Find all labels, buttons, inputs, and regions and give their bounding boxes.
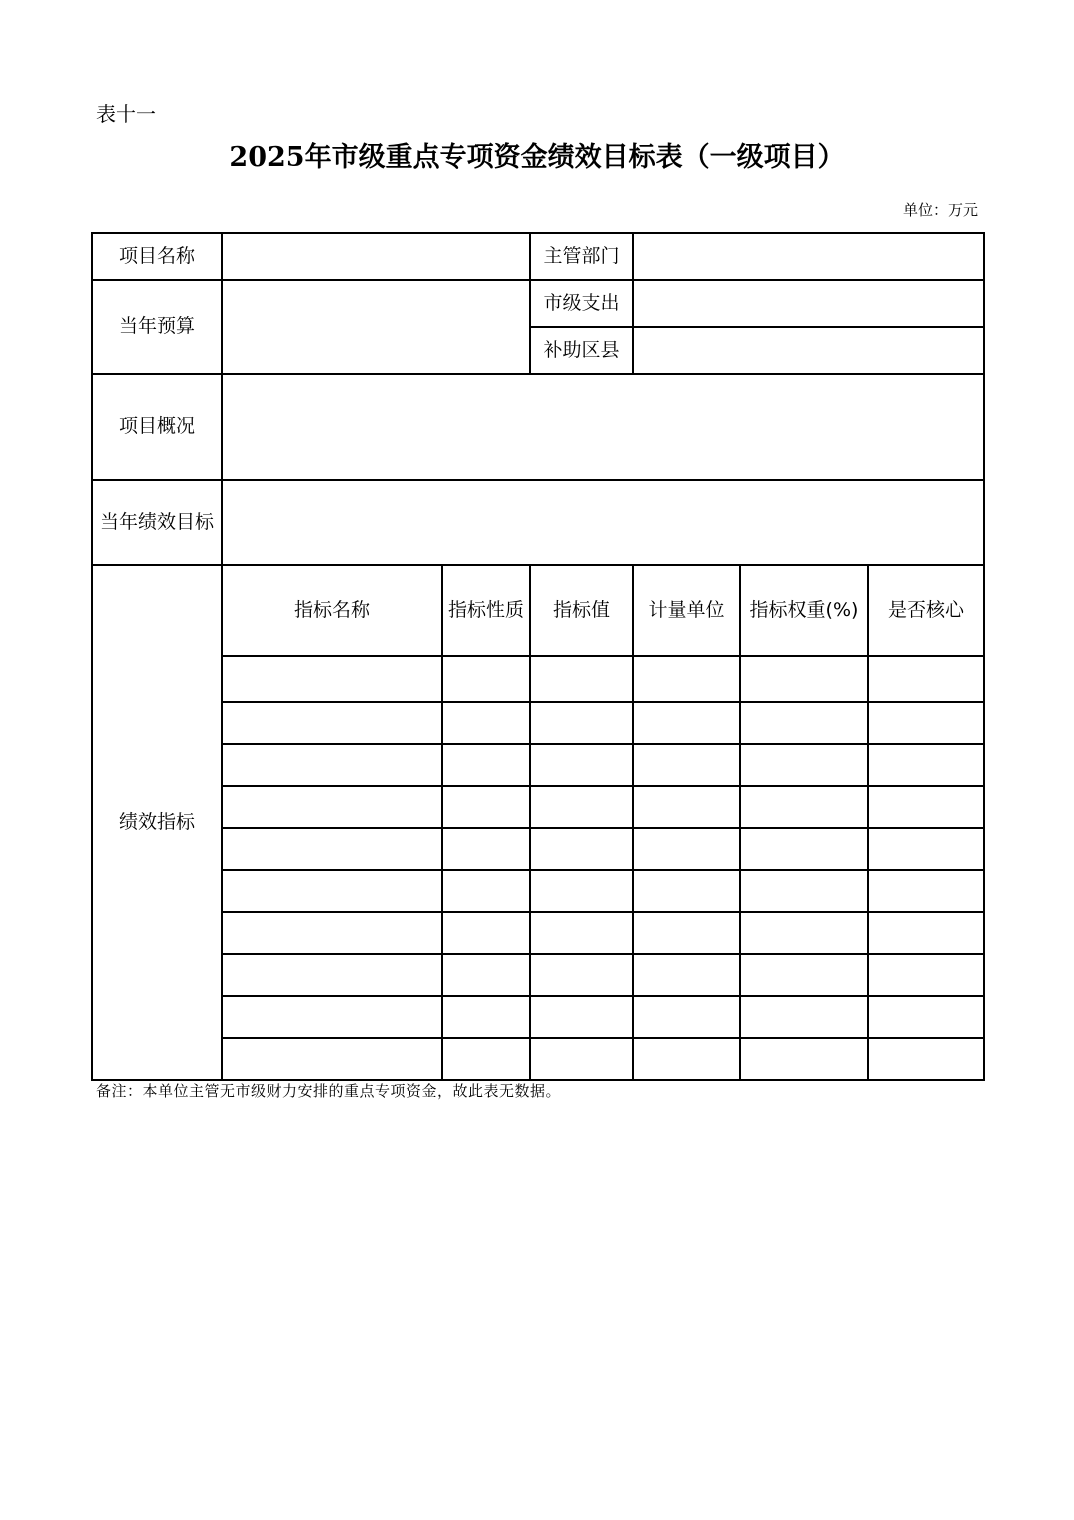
table-cell [868, 828, 984, 870]
header-indicator-name: 指标名称 [222, 565, 442, 656]
table-cell [633, 954, 740, 996]
overview-label: 项目概况 [92, 374, 222, 480]
district-subsidy-label: 补助区县 [530, 327, 633, 374]
table-cell [530, 786, 633, 828]
table-cell [442, 870, 530, 912]
table-cell [633, 744, 740, 786]
table-cell [530, 912, 633, 954]
table-row [92, 870, 984, 912]
table-cell [868, 996, 984, 1038]
performance-target-form [91, 232, 985, 1081]
table-row [92, 656, 984, 702]
table-cell [868, 786, 984, 828]
table-cell [868, 656, 984, 702]
table-cell [740, 656, 868, 702]
table-row [92, 954, 984, 996]
table-number-label: 表十一 [96, 102, 156, 126]
table-cell [740, 870, 868, 912]
header-indicator-nature: 指标性质 [442, 565, 530, 656]
document-title: 2025年市级重点专项资金绩效目标表（一级项目） [229, 142, 845, 173]
goal-label: 当年绩效目标 [92, 480, 222, 565]
table-cell [442, 954, 530, 996]
table-cell [442, 744, 530, 786]
table-cell [633, 1038, 740, 1080]
table-cell [633, 912, 740, 954]
table-row [92, 744, 984, 786]
unit-label: 单位：万元 [902, 201, 978, 219]
table-cell [868, 870, 984, 912]
table-cell [530, 656, 633, 702]
department-value [633, 233, 984, 280]
table-cell [222, 786, 442, 828]
table-cell [633, 702, 740, 744]
project-name-label: 项目名称 [92, 233, 222, 280]
header-is-core: 是否核心 [868, 565, 984, 656]
table-cell [633, 996, 740, 1038]
table-cell [442, 656, 530, 702]
table-cell [442, 702, 530, 744]
table-row [92, 828, 984, 870]
table-cell [222, 828, 442, 870]
table-cell [740, 954, 868, 996]
goal-value [222, 480, 984, 565]
table-row [92, 996, 984, 1038]
table-cell [222, 744, 442, 786]
header-unit-of-measure: 计量单位 [633, 565, 740, 656]
table-row [92, 702, 984, 744]
table-cell [442, 912, 530, 954]
table-cell [222, 656, 442, 702]
table-cell [868, 954, 984, 996]
table-cell [868, 912, 984, 954]
table-cell [530, 1038, 633, 1080]
table-row [92, 1038, 984, 1080]
table-cell [868, 744, 984, 786]
table-cell [222, 702, 442, 744]
department-label: 主管部门 [530, 233, 633, 280]
table-cell [222, 912, 442, 954]
table-cell [868, 1038, 984, 1080]
table-cell [740, 996, 868, 1038]
table-cell [222, 870, 442, 912]
header-indicator-weight: 指标权重(%) [740, 565, 868, 656]
table-cell [442, 996, 530, 1038]
table-cell [740, 702, 868, 744]
table-cell [633, 828, 740, 870]
project-name-value [222, 233, 530, 280]
budget-value [222, 280, 530, 374]
table-cell [740, 1038, 868, 1080]
city-expense-label: 市级支出 [530, 280, 633, 327]
table-cell [530, 702, 633, 744]
table-cell [530, 744, 633, 786]
footnote: 备注：本单位主管无市级财力安排的重点专项资金，故此表无数据。 [96, 1082, 562, 1100]
table-cell [222, 1038, 442, 1080]
overview-value [222, 374, 984, 480]
city-expense-value [633, 280, 984, 327]
table-row [92, 912, 984, 954]
table-cell [442, 786, 530, 828]
table-cell [740, 786, 868, 828]
table-cell [442, 1038, 530, 1080]
table-cell [530, 828, 633, 870]
header-indicator-value: 指标值 [530, 565, 633, 656]
table-cell [530, 870, 633, 912]
budget-label: 当年预算 [92, 280, 222, 374]
table-cell [633, 870, 740, 912]
table-cell [530, 954, 633, 996]
table-cell [633, 656, 740, 702]
table-cell [740, 828, 868, 870]
table-cell [740, 912, 868, 954]
table-cell [740, 744, 868, 786]
table-cell [633, 786, 740, 828]
table-cell [222, 996, 442, 1038]
table-cell [442, 828, 530, 870]
district-subsidy-value [633, 327, 984, 374]
table-cell [222, 954, 442, 996]
indicators-label: 绩效指标 [92, 565, 222, 1080]
table-cell [868, 702, 984, 744]
table-cell [530, 996, 633, 1038]
table-row [92, 786, 984, 828]
